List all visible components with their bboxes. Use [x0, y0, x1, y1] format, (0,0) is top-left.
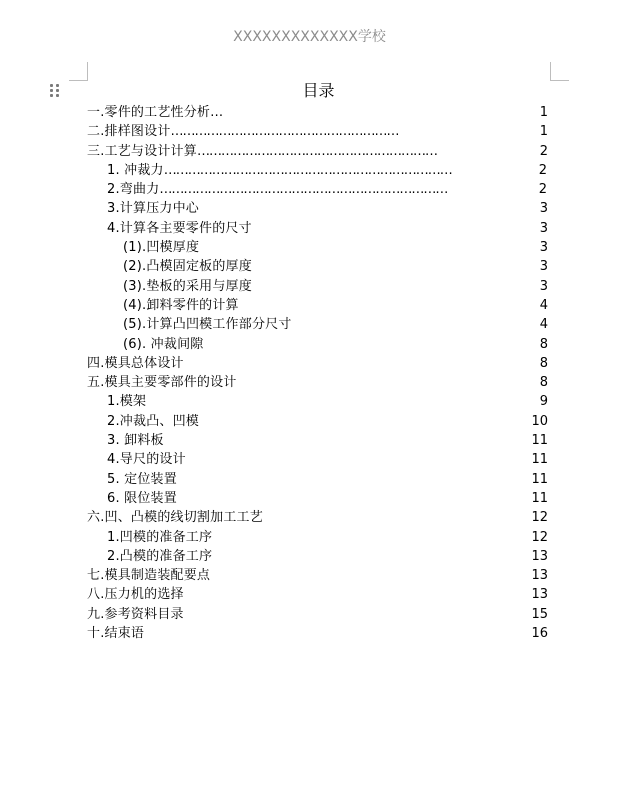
toc-entry[interactable]: [0, 354, 619, 373]
toc-entry-page-number: 12: [531, 529, 548, 545]
toc-entry-label: 4.计算各主要零件的尺寸: [107, 220, 252, 236]
toc-entry-label: 1.模架: [107, 394, 147, 410]
toc-entry-text: [87, 585, 184, 604]
toc-entry-text: [107, 219, 252, 238]
toc-entry-text: [107, 431, 164, 450]
toc-entry-leader: ……………………………………………………: [196, 143, 437, 159]
toc-entry-text: [87, 122, 399, 141]
toc-entry[interactable]: [0, 489, 619, 508]
toc-entry[interactable]: [0, 624, 619, 643]
toc-entry-label: (5).计算凸凹模工作部分尺寸: [123, 317, 292, 333]
toc-entry-page-number: 13: [531, 568, 548, 584]
toc-entry[interactable]: [0, 470, 619, 489]
toc-entry-text: [87, 624, 144, 643]
toc-entry[interactable]: [0, 277, 619, 296]
toc-entry-text: [123, 335, 203, 354]
toc-entry-text: [123, 277, 252, 296]
toc-entry-page-number: 13: [531, 548, 548, 564]
toc-entry-text: [107, 392, 146, 411]
toc-entry[interactable]: [0, 605, 619, 624]
toc-entry-text: [107, 450, 186, 469]
toc-entry-label: (2).凸模固定板的厚度: [123, 259, 252, 275]
toc-entry-label: 2.冲裁凸、凹模: [107, 413, 200, 429]
toc-entry-label: (3).垫板的采用与厚度: [123, 278, 252, 294]
toc-entry-label: 三.工艺与设计计算: [87, 143, 197, 159]
toc-entry-text: [107, 528, 212, 547]
toc-entry-page-number: 2: [539, 143, 548, 159]
toc-entry-text: [87, 373, 237, 392]
toc-entry-page-number: 3: [539, 201, 548, 217]
margin-corner-mark-right: [550, 62, 569, 81]
toc-entry[interactable]: [0, 547, 619, 566]
page-header: XXXXXXXXXXXXX学校: [233, 29, 386, 45]
toc-entry[interactable]: [0, 373, 619, 392]
toc-entry-label: 1.凹模的准备工序: [107, 529, 213, 545]
margin-corner-mark-left: [69, 62, 88, 81]
toc-entry-text: [87, 566, 210, 585]
toc-entry-page-number: 3: [539, 278, 548, 294]
toc-entry-label: 2.弯曲力: [107, 182, 160, 198]
toc-entry-label: 六.凹、凸模的线切割加工工艺: [87, 510, 263, 526]
toc-entry-page-number: 11: [531, 490, 548, 506]
toc-entry-leader: …………………………………………………: [170, 124, 399, 140]
toc-entry-page-number: 12: [531, 510, 548, 526]
toc-entry-page-number: 11: [531, 433, 548, 449]
toc-entry-text: [123, 315, 292, 334]
toc-entry-page-number: 11: [531, 471, 548, 487]
toc-entry-label: 一.零件的工艺性分析: [87, 105, 211, 120]
toc-entry-page-number: 4: [539, 317, 548, 333]
toc-entry-label: 五.模具主要零部件的设计: [87, 375, 237, 391]
toc-entry-text: [87, 508, 263, 527]
toc-entry-page-number: 9: [539, 394, 548, 410]
toc-entry[interactable]: [0, 103, 619, 122]
toc-entry-text: [87, 605, 184, 624]
toc-entry-label: 十.结束语: [87, 626, 145, 642]
toc-entry[interactable]: [0, 199, 619, 218]
toc-entry-label: 1. 冲裁力: [107, 162, 164, 178]
toc-entry-text: [123, 257, 252, 276]
toc-entry-page-number: 15: [531, 606, 548, 622]
toc-entry-page-number: 4: [539, 297, 548, 313]
toc-entry-page-number: 1: [539, 105, 548, 120]
toc-entry[interactable]: [0, 180, 619, 199]
toc-entry[interactable]: [0, 392, 619, 411]
toc-entry-label: 七.模具制造装配要点: [87, 568, 211, 584]
toc-entry-text: [87, 103, 222, 122]
toc-entry[interactable]: [0, 450, 619, 469]
toc-entry-label: 4.导尺的设计: [107, 452, 186, 468]
toc-entry[interactable]: [0, 122, 619, 141]
toc-entry-leader: ………………………………………………………………: [159, 182, 448, 198]
toc-entry[interactable]: [0, 315, 619, 334]
toc-entry-label: 3.计算压力中心: [107, 201, 200, 217]
toc-entry-page-number: 3: [539, 259, 548, 275]
toc-entry-label: (6). 冲裁间隙: [123, 336, 204, 352]
toc-entry-label: 6. 限位装置: [107, 490, 177, 506]
toc-entry[interactable]: [0, 508, 619, 527]
toc-entry-page-number: 3: [539, 240, 548, 256]
toc-title: 目录: [302, 81, 335, 100]
toc-entry-page-number: 8: [539, 336, 548, 352]
toc-entry-page-number: 8: [539, 355, 548, 371]
toc-entry[interactable]: [0, 257, 619, 276]
toc-entry-label: 八.压力机的选择: [87, 587, 184, 603]
toc-entry-page-number: 2: [538, 182, 547, 198]
toc-entry-text: [107, 470, 177, 489]
toc-entry-label: 5. 定位装置: [107, 471, 177, 487]
toc-entry[interactable]: [0, 296, 619, 315]
toc-entry-text: [107, 547, 212, 566]
toc-entry-page-number: 16: [531, 626, 548, 642]
toc-entry-page-number: 2: [538, 162, 547, 178]
toc-entry-text: [123, 296, 239, 315]
toc-entry-text: [107, 180, 447, 199]
toc-entry-leader: ………………………………………………………………: [163, 162, 452, 178]
toc-entry[interactable]: [0, 412, 619, 431]
toc-entry-page-number: 1: [539, 124, 548, 140]
toc-entry-label: (1).凹模厚度: [123, 240, 200, 256]
toc-entry-page-number: 8: [539, 375, 548, 391]
toc-entry-page-number: 11: [531, 452, 548, 468]
toc-entry[interactable]: [0, 219, 619, 238]
toc-entry-text: [87, 142, 437, 161]
toc-entry-page-number: 3: [539, 220, 548, 236]
toc-entry[interactable]: [0, 335, 619, 354]
toc-entry-label: 2.凸模的准备工序: [107, 548, 213, 564]
toc-entry-label: 九.参考资料目录: [87, 606, 184, 622]
toc-entry-label: 二.排样图设计: [87, 124, 171, 140]
toc-entry-label: (4).卸料零件的计算: [123, 297, 239, 313]
toc-entry-text: [107, 161, 452, 180]
toc-entry-text: [107, 199, 199, 218]
toc-entry[interactable]: [0, 238, 619, 257]
toc-entry-label: 四.模具总体设计: [87, 355, 184, 371]
toc-entry-text: [107, 489, 177, 508]
toc-entry[interactable]: [0, 431, 619, 450]
toc-entry[interactable]: [0, 161, 619, 180]
toc-entry[interactable]: [0, 142, 619, 161]
toc-entry-page-number: 10: [531, 413, 548, 429]
toc-entry-page-number: 13: [531, 587, 548, 603]
toc-list: [0, 103, 619, 643]
toc-entry[interactable]: [0, 566, 619, 585]
toc-entry[interactable]: [0, 585, 619, 604]
toc-entry-text: [107, 412, 199, 431]
toc-entry[interactable]: [0, 528, 619, 547]
toc-entry-label: 3. 卸料板: [107, 433, 164, 449]
toc-entry-text: [123, 238, 199, 257]
toc-entry-leader: …: [210, 105, 223, 120]
toc-entry-text: [87, 354, 184, 373]
